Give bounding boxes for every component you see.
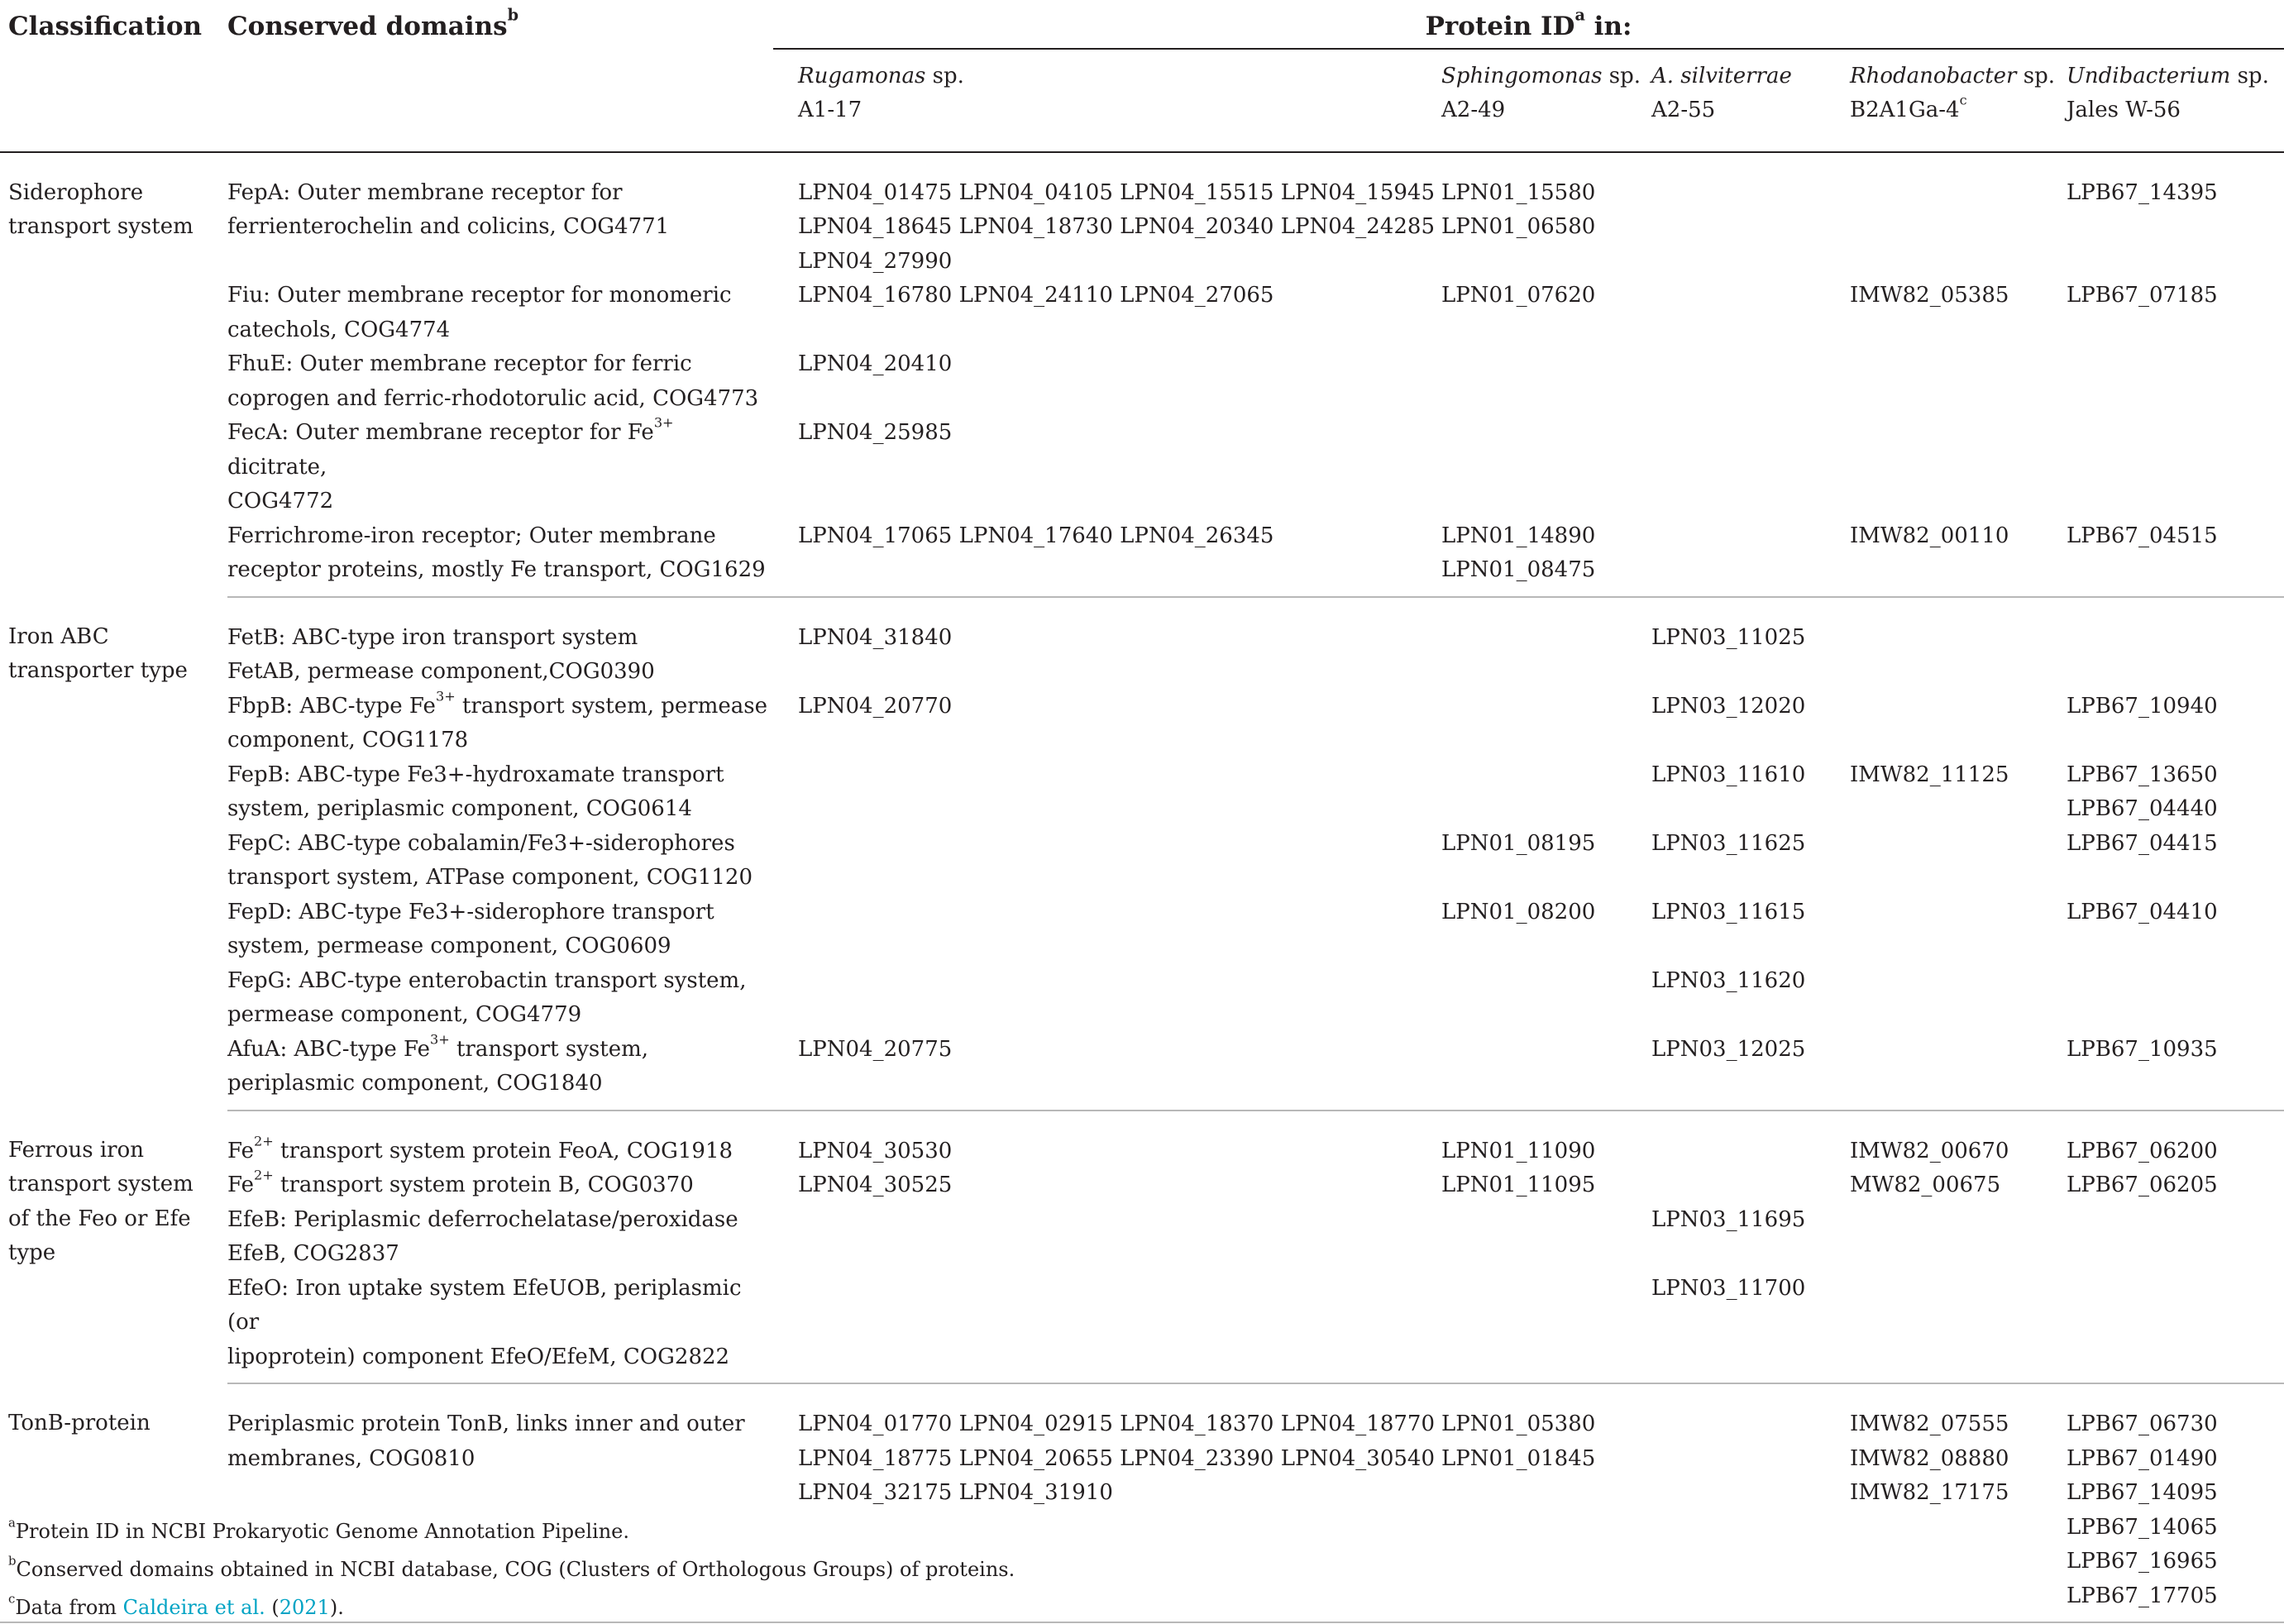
domain-line: FepG: ABC-type enterobactin transport system, (227, 967, 747, 993)
protein-id-cell (1441, 827, 1651, 896)
protein-id-line: LPN01_11095 (1441, 1173, 1596, 1197)
protein-id-cell (1651, 827, 1850, 896)
protein-id-line: LPN04_30525 (798, 1173, 953, 1197)
protein-id-line: LPB67_10935 (2067, 1036, 2218, 1062)
protein-id-cell (2067, 964, 2284, 1033)
protein-id-line: LPN03_11615 (1651, 899, 1806, 924)
table-row (0, 758, 2284, 827)
protein-id-cell (1651, 347, 1850, 416)
protein-id-cell (1651, 690, 1850, 758)
protein-id-line: LPN04_27990 (798, 248, 953, 274)
protein-id-line: LPN01_06580 (1441, 214, 1596, 239)
table-row (0, 347, 2284, 416)
protein-id-cell (773, 416, 1441, 519)
conserved-domains-header: Conserved domains$^b$ (227, 5, 519, 41)
table-row (0, 964, 2284, 1033)
classification-cell (0, 152, 227, 597)
protein-id-cell (1651, 964, 1850, 1033)
protein-id-cell (1441, 964, 1651, 1033)
citation-year-link[interactable]: 2021 (279, 1596, 330, 1619)
protein-id-cell (2067, 1033, 2284, 1111)
protein-id-line: IMW82_00110 (1850, 523, 2009, 548)
protein-id-line: LPN01_11090 (1441, 1138, 1596, 1163)
domain-line: FepA: Outer membrane receptor for (227, 179, 623, 205)
protein-id-cell (2067, 827, 2284, 896)
table-row (0, 896, 2284, 964)
protein-id-line: LPN01_08475 (1441, 557, 1596, 582)
table-row (0, 279, 2284, 347)
domain-line: AfuA: ABC-type $Fe^{3+}$ transport system, (227, 1031, 649, 1062)
domain-line: system, permease component, COG0609 (227, 934, 671, 958)
protein-id-cell (1850, 1033, 2067, 1111)
protein-id-cell (773, 690, 1441, 758)
domain-line: FetAB, permease component,COG0390 (227, 659, 655, 684)
footnote-c: $^c$Data from Caldeira et al. (2021). (8, 1591, 344, 1619)
domain-line: ferrienterochelin and colicins, COG4771 (227, 214, 670, 239)
protein-id-line: IMW82_11125 (1850, 762, 2009, 787)
domain-line: FepD: ABC-type Fe3+-siderophore transport (227, 899, 714, 924)
domain-line: Ferrichrome-iron receptor; Outer membrane (227, 523, 716, 548)
protein-id-line: LPB67_14065 (2067, 1514, 2218, 1540)
protein-id-cell (1441, 758, 1651, 827)
domain-line: transport system, ATPase component, COG1120 (227, 865, 753, 890)
domain-line: Fiu: Outer membrane receptor for monomeric (227, 283, 732, 308)
table-row (0, 690, 2284, 758)
domain-line: FecA: Outer membrane receptor for $Fe^{3+}$ dicitrate, (227, 414, 674, 480)
protein-id-cell (2067, 690, 2284, 758)
domain-line: FetB: ABC-type iron transport system (227, 624, 638, 650)
protein-id-line: LPN04_32175 LPN04_31910 (798, 1480, 1113, 1505)
protein-id-cell (773, 1033, 1441, 1111)
conserved-domain-cell (227, 152, 773, 279)
domain-line: $Fe^{2+}$ transport system protein FeoA, COG1918 (227, 1133, 733, 1163)
conserved-domain-cell (227, 597, 773, 690)
protein-id-cell (1441, 519, 1651, 597)
protein-id-line: IMW82_08880 (1850, 1445, 2009, 1471)
protein-id-cell (1850, 758, 2067, 827)
classification-line: type (8, 1240, 56, 1265)
classification-cell (0, 1111, 227, 1384)
conserved-domain-cell (227, 1272, 773, 1384)
table-row (0, 152, 2284, 279)
protein-id-line: LPN03_12025 (1651, 1036, 1806, 1062)
protein-id-line: LPN01_08195 (1441, 830, 1596, 856)
classification-cell (0, 597, 227, 1111)
protein-id-line: LPB67_04515 (2067, 523, 2218, 548)
protein-id-line: LPN04_17065 LPN04_17640 LPN04_26345 (798, 523, 1274, 548)
protein-id-cell (2067, 758, 2284, 827)
protein-id-line: LPN03_11695 (1651, 1206, 1806, 1232)
protein-id-cell (773, 1111, 1441, 1169)
protein-id-line: LPN04_20410 (798, 351, 953, 376)
protein-id-line: IMW82_17175 (1850, 1480, 2009, 1505)
protein-id-cell (773, 1203, 1441, 1272)
protein-id-cell (1850, 152, 2067, 279)
conserved-domain-cell (227, 896, 773, 964)
protein-id-cell (1651, 597, 1850, 690)
conserved-domain-cell (227, 827, 773, 896)
table-body (0, 152, 2284, 1623)
classification-line: Siderophore (8, 179, 144, 205)
protein-id-line: LPN01_14890 (1441, 523, 1596, 548)
protein-id-cell (1850, 1168, 2067, 1203)
protein-id-cell (1441, 690, 1651, 758)
protein-id-cell (773, 1272, 1441, 1384)
domain-line: lipoprotein) component EfeO/EfeM, COG2822 (227, 1344, 730, 1369)
domain-line: Periplasmic protein TonB, links inner and outer (227, 1411, 745, 1436)
footnotes (0, 1510, 2284, 1624)
protein-id-line: LPB67_17705 (2067, 1583, 2218, 1608)
domain-line: system, periplasmic component, COG0614 (227, 796, 692, 821)
table-row (0, 519, 2284, 597)
protein-id-line: LPB67_13650 (2067, 762, 2218, 787)
conserved-domain-cell (227, 279, 773, 347)
classification-line: TonB-protein (8, 1411, 151, 1435)
protein-id-cell (1441, 347, 1651, 416)
protein-id-cell (773, 279, 1441, 347)
organism-header: A. silviterrae A2-55 (1651, 49, 1850, 152)
table-row (0, 597, 2284, 690)
protein-id-line: LPB67_06205 (2067, 1173, 2218, 1197)
protein-id-cell (1651, 1272, 1850, 1384)
protein-id-line: LPN01_08200 (1441, 899, 1596, 924)
protein-id-cell (1651, 519, 1850, 597)
domain-line: FhuE: Outer membrane receptor for ferric (227, 351, 692, 376)
protein-id-line: IMW82_05385 (1850, 283, 2009, 308)
protein-id-line: LPN03_11700 (1651, 1275, 1806, 1301)
protein-id-cell (1441, 1033, 1651, 1111)
protein-id-line: LPN03_11625 (1651, 830, 1806, 856)
organism-header: Rhodanobacter sp. B2A1Ga-4$^c$ (1850, 49, 2067, 152)
protein-id-cell (1850, 896, 2067, 964)
protein-id-cell (773, 519, 1441, 597)
protein-id-line: LPN01_01845 (1441, 1445, 1596, 1471)
protein-id-cell (1651, 152, 1850, 279)
table-row (0, 1203, 2284, 1272)
protein-id-line: LPB67_01490 (2067, 1445, 2218, 1471)
protein-id-cell (2067, 896, 2284, 964)
protein-id-cell (1441, 279, 1651, 347)
domain-line: FbpB: ABC-type $Fe^{3+}$ transport system, permease (227, 688, 767, 719)
organism-header: Undibacterium sp. Jales W-56 (2067, 49, 2284, 152)
protein-id-line: LPB67_16965 (2067, 1549, 2218, 1574)
domain-line: FepB: ABC-type Fe3+-hydroxamate transport (227, 762, 724, 787)
organism-header-row (0, 49, 2284, 152)
protein-id-line: IMW82_00670 (1850, 1138, 2009, 1163)
protein-id-line: LPN03_12020 (1651, 693, 1806, 719)
protein-id-cell (1850, 597, 2067, 690)
header-row (0, 0, 2284, 49)
domain-line: catechols, COG4774 (227, 317, 451, 342)
protein-id-cell (1651, 1033, 1850, 1111)
conserved-domain-cell (227, 1168, 773, 1203)
protein-id-cell (773, 347, 1441, 416)
classification-header: Classification (8, 12, 203, 41)
protein-id-cell (2067, 347, 2284, 416)
domain-line: permease component, COG4779 (227, 1002, 582, 1027)
domain-line: EfeB: Periplasmic deferrochelatase/peroxidase (227, 1206, 738, 1232)
protein-id-line: LPB67_14095 (2067, 1480, 2218, 1505)
conserved-domain-cell (227, 519, 773, 597)
table-row (0, 1272, 2284, 1384)
protein-id-cell (2067, 279, 2284, 347)
protein-id-cell (773, 152, 1441, 279)
classification-line: transporter type (8, 658, 188, 683)
domain-line: receptor proteins, mostly Fe transport, COG1629 (227, 557, 766, 582)
table-row (0, 416, 2284, 519)
conserved-domain-cell (227, 1111, 773, 1169)
protein-id-cell (1850, 1272, 2067, 1384)
protein-id-cell (1441, 416, 1651, 519)
domain-line: membranes, COG0810 (227, 1445, 475, 1471)
protein-id-line: IMW82_07555 (1850, 1411, 2009, 1436)
protein-id-line: LPN04_01475 LPN04_04105 LPN04_15515 LPN04_15945 (798, 179, 1436, 205)
protein-id-cell (1850, 1203, 2067, 1272)
conserved-domain-cell (227, 758, 773, 827)
protein-id-line: LPB67_06730 (2067, 1411, 2218, 1436)
table-row (0, 827, 2284, 896)
protein-id-cell (1850, 690, 2067, 758)
protein-id-line: LPN01_05380 (1441, 1411, 1596, 1436)
protein-id-line: LPB67_14395 (2067, 179, 2218, 205)
domain-line: component, COG1178 (227, 728, 469, 752)
conserved-domain-cell (227, 1203, 773, 1272)
protein-id-cell (1850, 827, 2067, 896)
footnote-a: $^a$Protein ID in NCBI Prokaryotic Genome Annotation Pipeline. (8, 1515, 629, 1543)
protein-id-line: LPB67_04410 (2067, 899, 2218, 924)
protein-id-cell (1441, 1272, 1651, 1384)
conserved-domain-cell (227, 1033, 773, 1111)
protein-id-line: LPN01_15580 (1441, 179, 1596, 205)
protein-id-line: LPN04_20770 (798, 693, 953, 719)
protein-id-cell (1850, 964, 2067, 1033)
protein-id-cell (1441, 896, 1651, 964)
protein-id-cell (2067, 416, 2284, 519)
protein-id-line: LPN04_20775 (798, 1036, 953, 1062)
protein-id-cell (2067, 1168, 2284, 1203)
domain-line: FepC: ABC-type cobalamin/Fe3+-siderophores (227, 830, 735, 856)
protein-id-line: LPN04_18645 LPN04_18730 LPN04_20340 LPN04_24285 (798, 214, 1436, 239)
protein-id-cell (1441, 1168, 1651, 1203)
protein-id-cell (1651, 1203, 1850, 1272)
protein-id-line: LPN04_25985 (798, 420, 953, 445)
citation-link[interactable]: Caldeira et al. (122, 1596, 265, 1619)
protein-id-cell (773, 964, 1441, 1033)
classification-line: of the Feo or Efe (8, 1206, 191, 1231)
conserved-domain-cell (227, 416, 773, 519)
protein-id-cell (1651, 1111, 1850, 1169)
protein-id-line: LPN04_30530 (798, 1138, 953, 1163)
protein-id-cell (773, 1168, 1441, 1203)
protein-id-cell (1850, 279, 2067, 347)
classification-line: transport system (8, 1172, 194, 1197)
protein-id-line: LPB67_10940 (2067, 693, 2218, 719)
protein-id-line: LPB67_07185 (2067, 283, 2218, 308)
protein-id-cell (1850, 416, 2067, 519)
domain-line: EfeB, COG2837 (227, 1241, 399, 1266)
protein-id-cell (1441, 597, 1651, 690)
protein-id-cell (2067, 597, 2284, 690)
protein-id-cell (1651, 416, 1850, 519)
domain-line: coprogen and ferric-rhodotorulic acid, COG4773 (227, 385, 759, 411)
protein-id-line: LPN04_16780 LPN04_24110 LPN04_27065 (798, 283, 1274, 308)
protein-id-cell (1651, 758, 1850, 827)
protein-id-cell (2067, 1272, 2284, 1384)
protein-id-cell (1850, 347, 2067, 416)
protein-id-line: LPN04_01770 LPN04_02915 LPN04_18370 LPN04_18770 (798, 1411, 1436, 1436)
footnote-b: $^b$Conserved domains obtained in NCBI database, COG (Clusters of Orthologous Groups) of proteins. (8, 1553, 1015, 1581)
protein-id-cell (1441, 1203, 1651, 1272)
protein-id-cell (773, 758, 1441, 827)
protein-id-cell (1850, 1111, 2067, 1169)
protein-id-cell (1441, 1111, 1651, 1169)
protein-id-cell (1850, 519, 2067, 597)
protein-id-cell (773, 896, 1441, 964)
protein-id-cell (1651, 279, 1850, 347)
organism-header: Rugamonas sp. A1-17 (773, 49, 1441, 152)
protein-id-cell (2067, 152, 2284, 279)
protein-id-line: LPN03_11620 (1651, 967, 1806, 993)
protein-id-line: LPB67_06200 (2067, 1138, 2218, 1163)
protein-id-cell (1651, 1168, 1850, 1203)
classification-line: transport system (8, 214, 194, 239)
table-row (0, 1033, 2284, 1111)
conserved-domain-cell (227, 347, 773, 416)
domain-line: periplasmic component, COG1840 (227, 1071, 603, 1096)
protein-id-cell (2067, 519, 2284, 597)
protein-id-line: LPB67_04415 (2067, 830, 2218, 856)
table-row (0, 1111, 2284, 1169)
protein-id-cell (2067, 1203, 2284, 1272)
organism-header: Sphingomonas sp. A2-49 (1441, 49, 1651, 152)
classification-line: Iron ABC (8, 623, 109, 649)
protein-id-header: Protein $ID^a$ in: (773, 0, 2284, 49)
domain-line: $Fe^{2+}$ transport system protein B, COG0370 (227, 1167, 694, 1197)
protein-id-line: LPN01_07620 (1441, 283, 1596, 308)
protein-id-cell (773, 827, 1441, 896)
domain-line: COG4772 (227, 489, 334, 513)
protein-id-cell (2067, 1111, 2284, 1169)
conserved-domain-cell (227, 964, 773, 1033)
table-row (0, 1168, 2284, 1203)
protein-id-line: LPB67_04440 (2067, 796, 2218, 821)
protein-id-cell (773, 597, 1441, 690)
protein-id-line: LPN04_31840 (798, 624, 953, 650)
classification-line: Ferrous iron (8, 1137, 145, 1163)
protein-id-line: LPN03_11025 (1651, 624, 1806, 650)
protein-id-line: MW82_00675 (1850, 1173, 2001, 1197)
protein-id-line: LPN03_11610 (1651, 762, 1806, 787)
protein-id-cell (1651, 896, 1850, 964)
domain-line: EfeO: Iron uptake system EfeUOB, periplasmic (or (227, 1275, 742, 1335)
protein-id-line: LPN04_18775 LPN04_20655 LPN04_23390 LPN04_30540 (798, 1445, 1436, 1471)
conserved-domain-cell (227, 690, 773, 758)
protein-id-cell (1441, 152, 1651, 279)
